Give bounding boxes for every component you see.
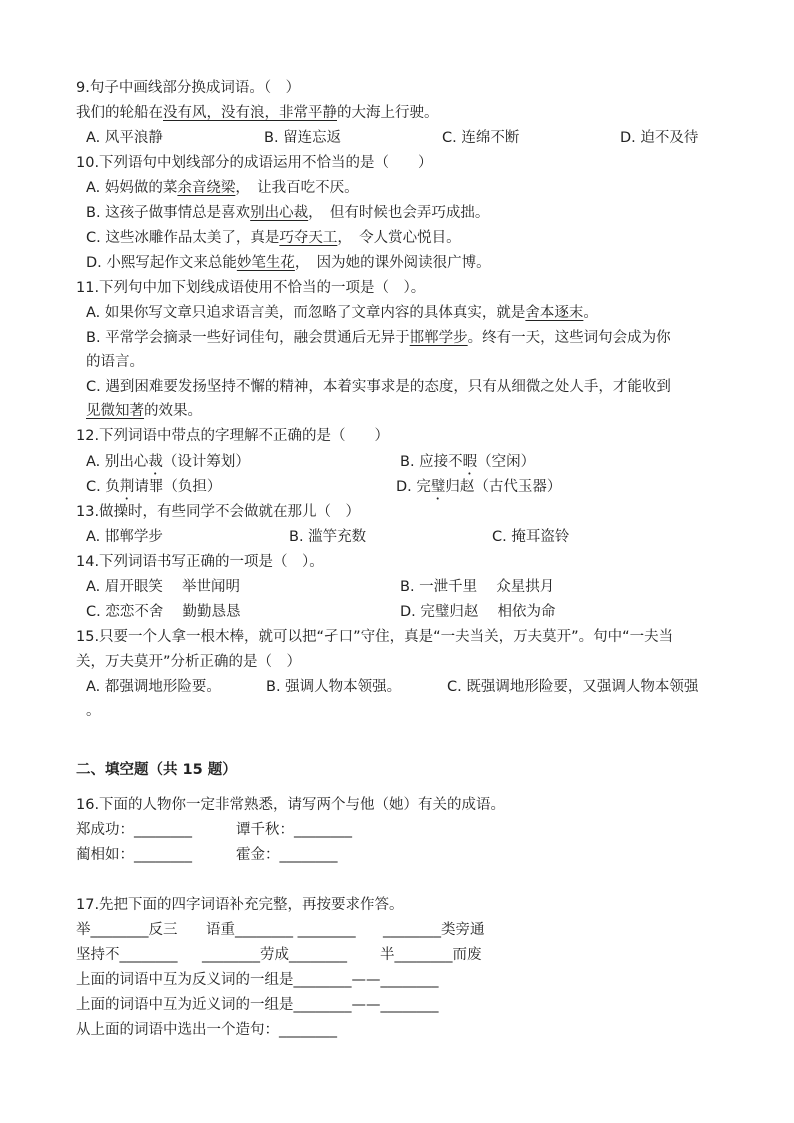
- option-d: D. 迫不及待: [620, 130, 699, 146]
- blank-idiom-3[interactable]: ________类旁通: [383, 922, 485, 938]
- option-text: ， 让我百吃不厌。: [235, 180, 359, 196]
- question-10-option-d: [86, 253, 491, 273]
- option-a: A. 眉开眼笑 举世闻明: [86, 579, 240, 595]
- underlined-idiom: 见微知著: [86, 403, 144, 419]
- question-15-tail: 。: [86, 703, 101, 719]
- option-text: 归赵（古代玉器）: [445, 479, 562, 495]
- underlined-phrase: 没有风，没有浪，非常平静: [163, 105, 337, 121]
- section-2-heading: 二、填空题（共 15 题）: [76, 762, 237, 778]
- blank-tan-qianqiu[interactable]: 谭千秋：________: [236, 822, 352, 838]
- question-11-option-c-line2: [86, 401, 202, 421]
- option-b: B. 一泄千里 众星拱月: [400, 579, 555, 595]
- option-c: C. 恋恋不舍 勤勤恳恳: [86, 604, 241, 620]
- option-a: A. 风平浪静: [86, 130, 163, 146]
- option-text: D. 小熙写起作文来总能: [86, 255, 237, 271]
- blank-zheng-chenggong[interactable]: 郑成功：________: [76, 822, 192, 838]
- question-9-title: 9.句子中画线部分换成词语。（ ）: [76, 80, 301, 96]
- option-text: A. 如果你写文章只追求语言美，而忽略了文章内容的具体真实，就是: [86, 305, 526, 321]
- underlined-idiom: 妙笔生花: [236, 255, 295, 271]
- blank-huo-jin[interactable]: 霍金：________: [236, 847, 338, 863]
- underlined-idiom: 邯郸学步: [409, 330, 468, 346]
- option-text: ， 令人赏心悦目。: [337, 230, 461, 246]
- question-16-title: 16.下面的人物你一定非常熟悉，请写两个与他（她）有关的成语。: [76, 797, 506, 813]
- option-c: C. 既强调地形险要，又强调人物本领强: [447, 679, 699, 695]
- underlined-idiom: 舍本逐末: [525, 305, 584, 321]
- option-a: A. 都强调地形险要。: [86, 679, 221, 695]
- question-14-title: 14.下列词语书写正确的一项是（ ）。: [76, 554, 324, 570]
- option-text: A. 妈妈做的菜: [86, 180, 178, 196]
- sentence-text: 的大海上行驶。: [337, 105, 439, 121]
- blank-idiom-5[interactable]: ________劳成________: [202, 947, 347, 963]
- question-10-option-a: [86, 178, 359, 198]
- blank-idiom-6[interactable]: 半________而废: [380, 947, 482, 963]
- option-b: [400, 452, 535, 478]
- question-10-option-c: [86, 228, 461, 248]
- question-13-title: 13.做操时，有些同学不会做就在那儿（ ）: [76, 504, 361, 520]
- question-17-sentence[interactable]: 从上面的词语中选出一个造句：________: [76, 1022, 337, 1038]
- option-text: C. 这些冰雕作品太美了，真是: [86, 230, 280, 246]
- option-text: C. 负: [86, 479, 120, 495]
- option-text: （空闲）: [477, 454, 536, 470]
- option-a: A. 邯郸学步: [86, 529, 163, 545]
- underlined-idiom: 巧夺天工: [279, 230, 338, 246]
- option-b: B. 留连忘返: [264, 130, 342, 146]
- question-11-option-b-line2: 的语言。: [86, 354, 144, 370]
- option-b: B. 滥竽充数: [289, 529, 367, 545]
- option-text: D. 完: [396, 479, 431, 495]
- question-17-title: 17.先把下面的四字词语补充完整，再按要求作答。: [76, 897, 404, 913]
- blank-idiom-2[interactable]: 语重________ ________: [206, 922, 356, 938]
- question-11-option-c-line1: C. 遇到困难要发扬坚持不懈的精神，本着实事求是的态度，只有从细微之处人手，才能收到: [86, 379, 671, 395]
- blank-idiom-1[interactable]: 举________反三: [76, 922, 178, 938]
- option-d: D. 完璧归赵 相依为命: [400, 604, 556, 620]
- option-d: [396, 477, 561, 503]
- option-b: B. 强调人物本领强。: [266, 679, 402, 695]
- option-text: 。终有一天，这些词句会成为你: [467, 330, 671, 346]
- option-c: C. 连绵不断: [442, 130, 520, 146]
- sentence-text: 我们的轮船在: [76, 105, 163, 121]
- option-text: ， 因为她的课外阅读很广博。: [294, 255, 491, 271]
- option-text: 的效果。: [144, 403, 202, 419]
- question-15-line1: 15.只要一个人拿一根木棒，就可以把“孑口”守住，真是“一夫当关，万夫莫开”。句中“一夫当: [76, 629, 674, 645]
- question-15-line2: 关，万夫莫开”分析正确的是（ ）: [76, 654, 302, 670]
- question-10-option-b: [86, 203, 489, 223]
- option-text: （设计筹划）: [162, 454, 250, 470]
- question-12-title: 12.下列词语中带点的字理解不正确的是（ ）: [76, 428, 390, 444]
- question-17-synonym[interactable]: 上面的词语中互为近义词的一组是________——________: [76, 997, 439, 1013]
- option-a: [86, 452, 250, 478]
- question-11-option-b-line1: [86, 328, 671, 348]
- question-11-title: 11.下列句中加下划线成语使用不恰当的一项是（ ）。: [76, 280, 426, 296]
- option-c: C. 掩耳盗铃: [492, 529, 570, 545]
- question-11-option-a: [86, 303, 598, 323]
- underlined-idiom: 别出心裁: [250, 205, 309, 221]
- option-text: A. 别出心: [86, 454, 149, 470]
- option-text: B. 应接不: [400, 454, 463, 470]
- underlined-idiom: 余音绕梁: [177, 180, 236, 196]
- question-17-antonym[interactable]: 上面的词语中互为反义词的一组是________——________: [76, 972, 439, 988]
- dotted-char: 裁: [148, 454, 163, 470]
- option-text: B. 这孩子做事情总是喜欢: [86, 205, 251, 221]
- option-text: 。: [583, 305, 598, 321]
- option-c: [86, 477, 221, 503]
- dotted-char: 荆: [119, 479, 135, 495]
- dotted-char: 暇: [462, 454, 478, 470]
- option-text: ， 但有时候也会弄巧成拙。: [308, 205, 490, 221]
- question-10-title: 10.下列语句中划线部分的成语运用不恰当的是（ ）: [76, 155, 433, 171]
- option-text: 请罪（负担）: [134, 479, 222, 495]
- question-9-sentence: [76, 103, 439, 123]
- dotted-char: 璧: [430, 479, 446, 495]
- blank-lin-xiangru[interactable]: 蔺相如：________: [76, 847, 192, 863]
- option-text: B. 平常学会摘录一些好词佳句，融会贯通后无异于: [86, 330, 410, 346]
- blank-idiom-4[interactable]: 坚持不________: [76, 947, 178, 963]
